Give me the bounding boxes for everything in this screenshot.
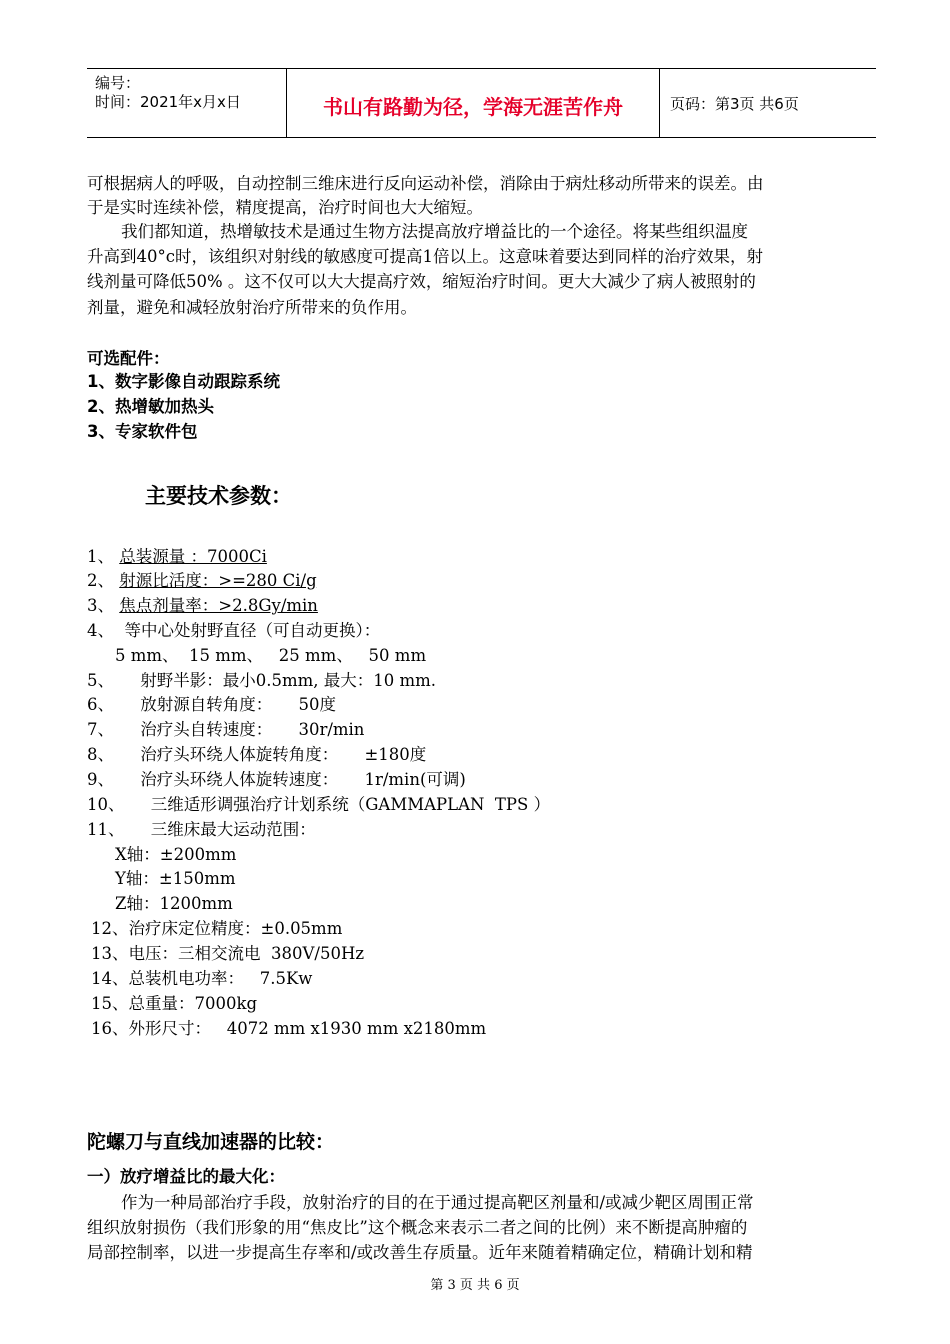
spec-line: 11、 三维床最大运动范围： (87, 820, 316, 839)
accessory-item: 3、专家软件包 (87, 422, 198, 441)
header-motto-cell (287, 69, 660, 137)
spec-number: 2、 (87, 571, 114, 590)
header-info-cell (87, 69, 287, 137)
comparison-line: 作为一种局部治疗手段，放射治疗的目的在于通过提高靶区剂量和/或减少靶区周围正常 (121, 1193, 754, 1212)
document-number-label: 编号： (95, 74, 141, 92)
spec-number: 1、 (87, 547, 114, 566)
intro-line: 剂量，避免和减轻放射治疗所带来的负作用。 (87, 298, 417, 317)
document-time-label: 时间：2021年x月x日 (95, 93, 241, 111)
spec-line (87, 567, 317, 591)
spec-line: 12、治疗床定位精度：±0.05mm (91, 919, 343, 938)
spec-line: 15、总重量：7000kg (91, 994, 258, 1013)
accessory-item: 2、热增敏加热头 (87, 397, 214, 416)
spec-line: 10、 三维适形调强治疗计划系统（GAMMAPLAN TPS ） (87, 795, 551, 814)
intro-line: 升高到40°c时，该组织对射线的敏感度可提高1倍以上。这意味着要达到同样的治疗效果，射 (87, 247, 763, 266)
spec-text: 总装源量 ：7000Ci (119, 547, 267, 566)
spec-text: 射源比活度：>=280 Ci/g (119, 571, 317, 590)
comparison-title: 陀螺刀与直线加速器的比较： (87, 1131, 335, 1153)
spec-line: 9、 治疗头环绕人体旋转速度： 1r/min(可调) (87, 770, 466, 789)
comparison-line: 局部控制率，以进一步提高生存率和/或改善生存质量。近年来随着精确定位，精确计划和精 (87, 1243, 753, 1262)
comparison-subtitle: 一）放疗增益比的最大化： (87, 1167, 285, 1186)
accessory-item: 1、数字影像自动跟踪系统 (87, 372, 280, 391)
intro-line: 于是实时连续补偿，精度提高，治疗时间也大大缩短。 (87, 198, 483, 217)
spec-axis-x: X轴：±200mm (115, 845, 237, 864)
header-motto: 书山有路勤为径，学海无涯苦作舟 (323, 95, 623, 119)
page-header (87, 68, 876, 138)
specs-title: 主要技术参数： (145, 484, 292, 508)
spec-line: 14、总装机电功率： 7.5Kw (91, 969, 313, 988)
intro-line: 线剂量可降低50% 。这不仅可以大大提高疗效，缩短治疗时间。更大大减少了病人被照射的 (87, 272, 756, 291)
header-page-cell (660, 69, 876, 137)
spec-line: 7、 治疗头自转速度： 30r/min (87, 720, 365, 739)
spec-line: 5、 射野半影：最小0.5mm, 最大：10 mm. (87, 671, 437, 690)
spec-axis-y: Y轴：±150mm (115, 869, 236, 888)
spec-line: 13、电压：三相交流电 380V/50Hz (91, 944, 365, 963)
spec-line (87, 543, 267, 567)
accessories-title: 可选配件： (87, 349, 170, 368)
spec-text: 焦点剂量率：>2.8Gy/min (119, 596, 318, 615)
spec-line: 6、 放射源自转角度： 50度 (87, 695, 336, 714)
spec-line: 16、外形尺寸： 4072 mm x1930 mm x2180mm (91, 1019, 487, 1038)
spec-line: 8、 治疗头环绕人体旋转角度： ±180度 (87, 745, 427, 764)
spec-number: 3、 (87, 596, 114, 615)
spec-line (87, 592, 318, 616)
spec-line: 4、 等中心处射野直径（可自动更换）： (87, 621, 381, 640)
intro-line: 可根据病人的呼吸，自动控制三维床进行反向运动补偿，消除由于病灶移动所带来的误差。由 (87, 174, 764, 193)
spec-subline: 5 mm、 15 mm、 25 mm、 50 mm (115, 646, 427, 665)
page-footer: 第 3 页 共 6 页 (430, 1278, 520, 1293)
spec-axis-z: Z轴：1200mm (115, 894, 233, 913)
header-page-info: 页码：第3页 共6页 (670, 95, 799, 113)
comparison-line: 组织放射损伤（我们形象的用“焦皮比”这个概念来表示二者之间的比例）来不断提高肿瘤的 (87, 1218, 748, 1237)
intro-line: 我们都知道，热增敏技术是通过生物方法提高放疗增益比的一个途径。将某些组织温度 (121, 222, 748, 241)
